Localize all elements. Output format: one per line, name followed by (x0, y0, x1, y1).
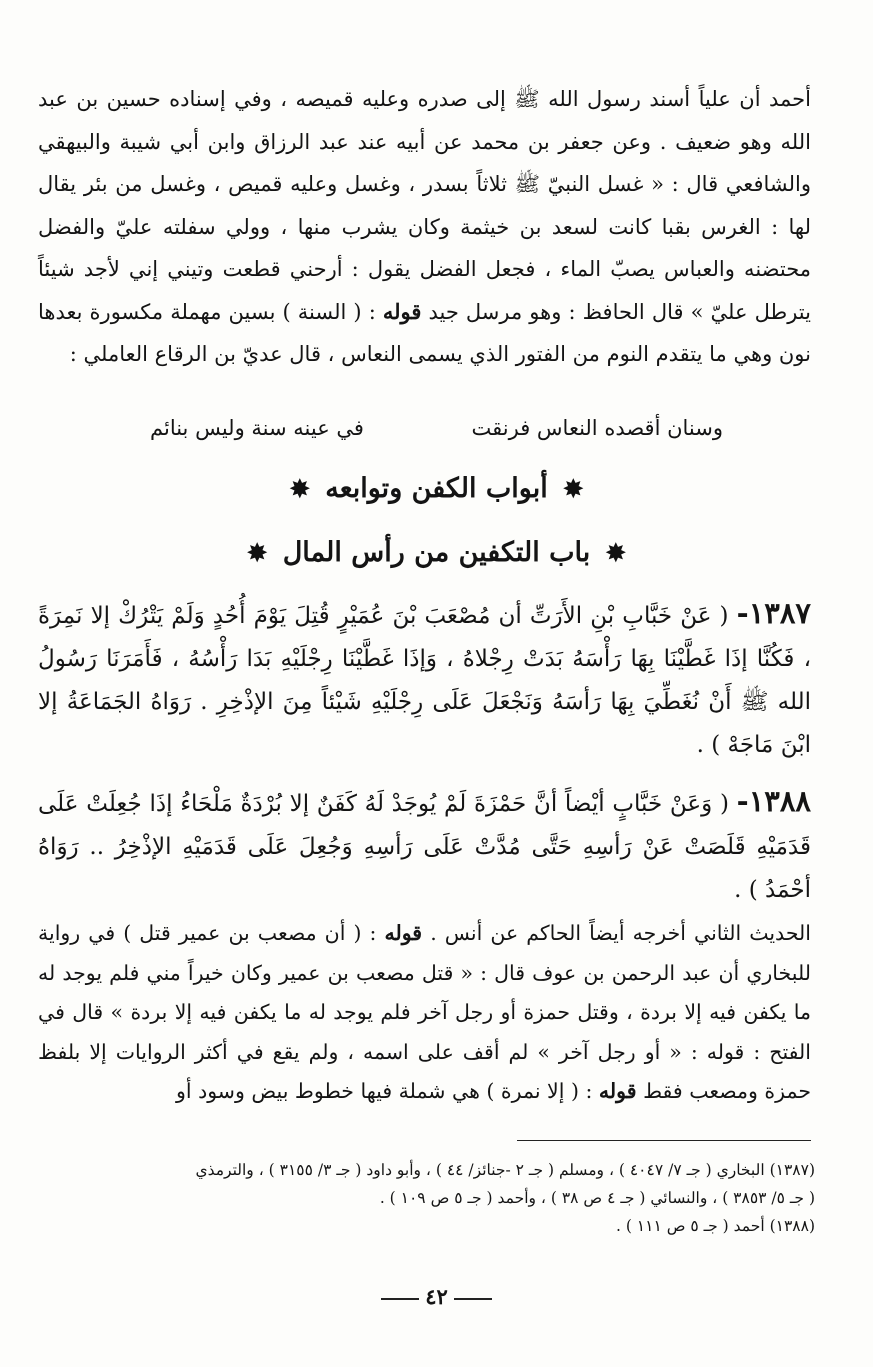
text-line: أحمد أن علياً أسند رسول الله ﷺ إلى صدره وعليه قميصه ، وفي إسناده حسين بن (76, 87, 811, 111)
chapter-title: أبواب الكفن وتوابعه (325, 473, 548, 504)
hadith-text: رَسُولُ الله ﷺ أَنْ نُغَطِّيَ بِهَا رَأسَهُ وَنَجْعَلَ عَلَى رِجْلَيْهِ شَيْئاً مِنَ الإذْخِرِ . رَوَاهُ الجَمَاعَةُ (38, 646, 812, 715)
verse-first-hemistich: وسنان أقصده النعاس فرنقت (471, 416, 723, 440)
star-ornament-icon: ✸ (563, 474, 584, 503)
text-line: للبخاري أن عبد الرحمن بن عوف قال : « قتل مصعب بن عمير وكان خيراً مني فلم يوجد (62, 960, 811, 985)
page-number-value: ٤٢ (425, 1284, 448, 1309)
poetry-verse (150, 416, 723, 440)
qawluhu-keyword: قوله (382, 298, 422, 324)
footnote-divider (517, 1140, 811, 1141)
page-number-dash (454, 1298, 492, 1300)
hadith-text: نَمِرَةً ، فَكُنَّا إذَا غَطَّيْنَا بِهَا رَأْسَهُ بَدَتْ رِجْلاهُ ، وَإذَا غَطَّيْنَا رِجْلَيْهِ بَدَا رَأْسُهُ ، فَأَمَرَنَا (38, 603, 811, 672)
text-line: قال في الفتح : قوله : « أو رجل آخر » لم أقف على اسمه ، ولم يقع في أكثر الروايات (38, 1000, 811, 1064)
star-ornament-icon: ✸ (247, 538, 268, 567)
star-ornament-icon: ✸ (289, 474, 310, 503)
text-line: مكسورة بعدها نون وهي ما يتقدم النوم من الفتور الذي يسمى النعاس ، قال عديّ بن (38, 299, 811, 366)
commentary-paragraph-bottom (38, 914, 811, 1112)
footnote-1387: (١٣٨٧) البخاري ( جـ ٧/ ٤٠٤٧ ) ، ومسلم ( جـ ٢ -جنائز/ ٤٤ ) ، وأبو داود ( جـ ٣/ ٣١٥٥ ) ، والترمذي (195, 1161, 815, 1179)
hadith-text: أحْمَدُ ) . (734, 877, 811, 903)
hadith-text: عَلَى قَدَمَيْهِ قَلَصَتْ عَنْ رَأسِهِ حَتَّى مُدَّتْ عَلَى رَأسِهِ وَجُعِلَ عَلَى قَدَمَيْهِ الإذْخِرُ .. رَوَاهُ (38, 791, 812, 860)
text-line: عليّ والفضل محتضنه والعباس يصبّ الماء ، فجعل الفضل يقول : أرحني قطعت وتيني (38, 214, 812, 281)
hadith-1388 (38, 780, 811, 912)
hadith-text: إلا ابْنَ مَاجَهْ ) . (38, 689, 811, 758)
hadith-text: ( عَنْ خَبَّابِ بْنِ الأَرَتِّ أن مُصْعَبَ بْنَ عُمَيْرٍ قُتِلَ يَوْمَ أُحُدٍ وَلَمْ يَتْرُكْ إلا (90, 603, 729, 629)
footnote-1388: (١٣٨٨) أحمد ( جـ ٥ ص ١١١ ) . (615, 1217, 815, 1235)
star-ornament-icon: ✸ (605, 538, 626, 567)
section-heading (0, 537, 873, 568)
text-line: إني لأجد شيئاً يترطل عليّ » قال الحافظ : وهو مرسل جيد (38, 257, 811, 324)
commentary-paragraph-top (38, 78, 811, 376)
hadith-number: ١٣٨٨- (736, 784, 812, 818)
text-line: الحديث الثاني أخرجه أيضاً الحاكم عن أنس . (430, 921, 811, 945)
text-line: الرقاع العاملي : (69, 342, 208, 366)
verse-second-hemistich: في عينه سنة وليس بنائم (150, 416, 364, 440)
hadith-1387 (38, 592, 811, 767)
text-line: والبيهقي والشافعي قال : « غسل النبيّ ﷺ ثلاثاً بسدر ، وغسل وعليه قميص ، وغسل (38, 129, 811, 196)
page-number (0, 1284, 873, 1309)
footnotes (38, 1156, 815, 1240)
text-line: له ما يكفن فيه إلا بردة ، وقتل حمزة أو رجل آخر فلم يوجد له ما يكفن فيه إلا بردة » (38, 960, 811, 1024)
text-line: : ( إلا نمرة ) هي شملة فيها خطوط بيض وسود أو (175, 1079, 593, 1103)
hadith-text: ( وَعَنْ خَبَّابٍ أيْضاً أنَّ حَمْزَةَ لَمْ يُوجَدْ لَهُ كَفَنٌ إلا بُرْدَةٌ مَلْحَاءُ إذَا جُعِلَتْ (86, 791, 729, 817)
text-line: عبد الله وهو ضعيف . وعن جعفر بن محمد عن أبيه عند عبد الرزاق وابن أبي شيبة (38, 87, 811, 154)
section-title: باب التكفين من رأس المال (282, 537, 591, 568)
page-number-dash (381, 1298, 419, 1300)
hadith-number: ١٣٨٧- (736, 596, 811, 630)
text-line: : ( أن مصعب بن عمير قتل ) في رواية (38, 921, 377, 945)
footnote-1387-continued: ( جـ ٥/ ٣٨٥٣ ) ، والنسائي ( جـ ٤ ص ٣٨ ) ، وأحمد ( جـ ٥ ص ١٠٩ ) . (379, 1189, 815, 1207)
text-line: إلا بلفظ حمزة ومصعب فقط (38, 1039, 811, 1103)
text-line: من بئر يقال لها : الغرس بقبا كانت لسعد بن خيثمة وكان يشرب منها ، وولي سفلته (38, 172, 811, 239)
text-line: : ( السنة ) بسين مهملة (170, 299, 376, 324)
chapter-heading (0, 473, 873, 504)
qawluhu-keyword: قوله (384, 921, 423, 945)
qawluhu-keyword: قوله (598, 1079, 637, 1103)
